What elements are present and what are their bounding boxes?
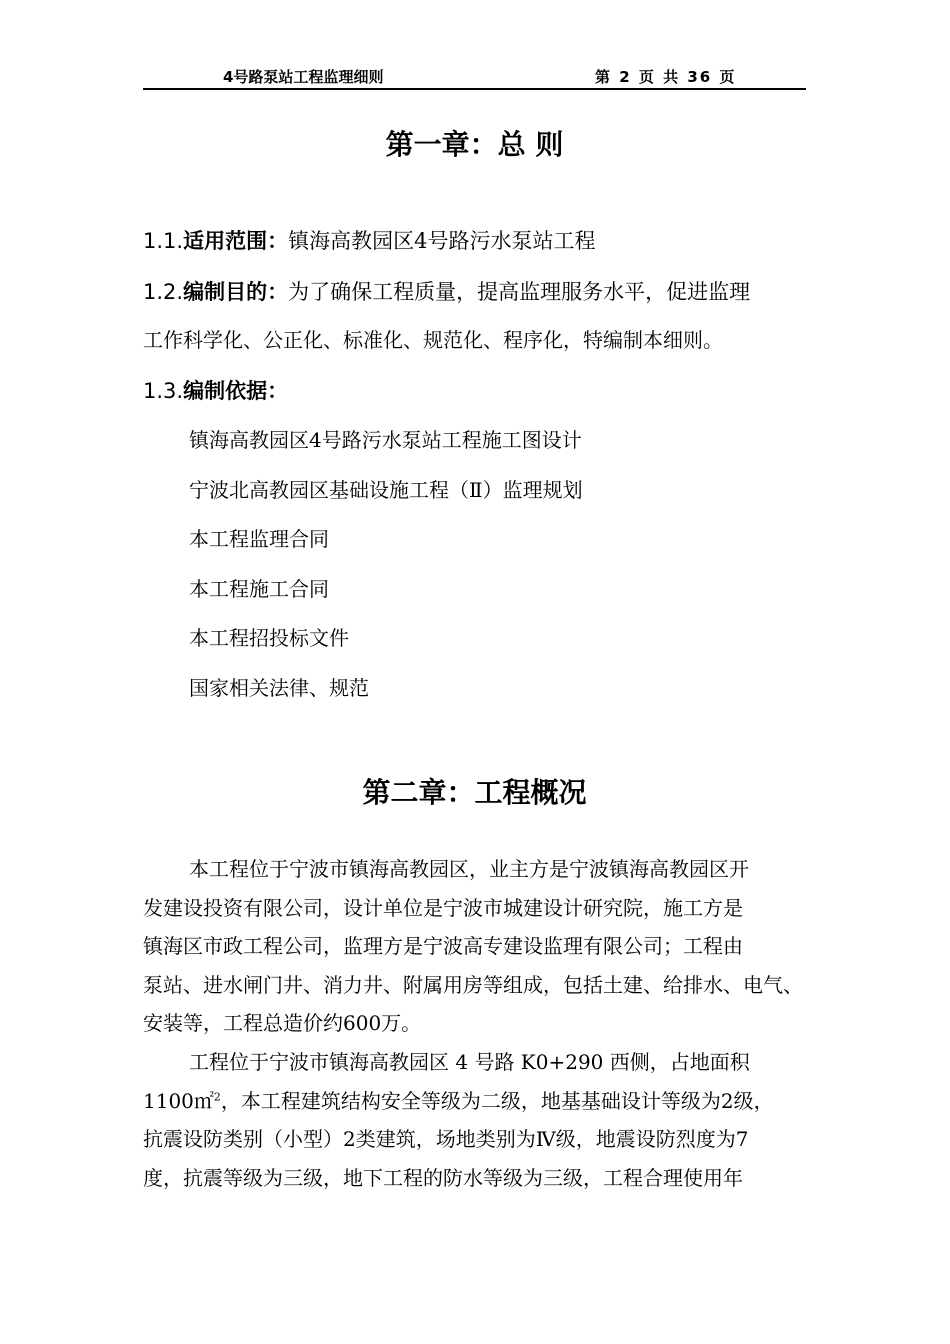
section-label: 编制目的： [183, 280, 289, 304]
paragraph-line: 工程位于宁波市镇海高教园区 4 号路 K0+290 西侧，占地面积 [189, 1050, 750, 1074]
chapter2-title: 第二章：工程概况 [362, 776, 587, 809]
paragraph-line [143, 1082, 806, 1121]
area-superscript: 2 [213, 1089, 221, 1103]
overview-paragraph-2 [143, 1043, 806, 1197]
basis-item: 本工程监理合同 [189, 527, 329, 551]
area-value: 1100㎡ [143, 1088, 214, 1113]
basis-item: 宁波北高教园区基础设施工程（Ⅱ）监理规划 [189, 478, 583, 502]
paragraph-line: 发建设投资有限公司，设计单位是宁波市城建设计研究院，施工方是 [143, 895, 743, 920]
section-number: 1.3. [143, 379, 184, 403]
section-1-2 [143, 277, 806, 307]
header-doc-title: 4号路泵站工程监理细则 [223, 68, 384, 86]
section-text: 镇海高教园区4号路污水泵站工程 [288, 229, 596, 253]
section-1-3 [143, 376, 806, 406]
paragraph-line: 泵站、进水闸门井、消力井、附属用房等组成，包括土建、给排水、电气、 [143, 972, 803, 997]
overview-paragraph-1 [143, 850, 806, 1043]
section-label: 适用范围： [183, 229, 289, 253]
paragraph-line-rest: ，本工程建筑结构安全等级为二级，地基基础设计等级为2级， [220, 1088, 774, 1113]
chapter1-title: 第一章：总 则 [385, 128, 564, 161]
paragraph-line: 安装等，工程总造价约600万。 [143, 1011, 422, 1035]
basis-item: 国家相关法律、规范 [189, 676, 369, 700]
section-1-1 [143, 226, 806, 256]
header-page-number: 第 2 页 共 36 页 [595, 68, 737, 86]
section-number: 1.1. [143, 229, 184, 253]
paragraph-line: 本工程位于宁波市镇海高教园区，业主方是宁波镇海高教园区开 [189, 857, 749, 881]
paragraph-line: 度，抗震等级为三级，地下工程的防水等级为三级，工程合理使用年 [143, 1165, 743, 1190]
paragraph-line: 镇海区市政工程公司，监理方是宁波高专建设监理有限公司；工程由 [143, 934, 743, 958]
section-label: 编制依据： [183, 379, 289, 403]
basis-item: 镇海高教园区4号路污水泵站工程施工图设计 [189, 428, 582, 452]
paragraph-line: 抗震设防类别（小型）2类建筑，场地类别为Ⅳ级，地震设防烈度为7 [143, 1127, 749, 1151]
basis-item: 本工程施工合同 [189, 577, 329, 601]
basis-item: 本工程招投标文件 [189, 626, 349, 650]
section-1-2-line2: 工作科学化、公正化、标准化、规范化、程序化，特编制本细则。 [143, 328, 723, 352]
page-header [143, 66, 806, 90]
section-number: 1.2. [143, 280, 184, 304]
section-text-line1: 为了确保工程质量，提高监理服务水平，促进监理 [288, 280, 751, 304]
